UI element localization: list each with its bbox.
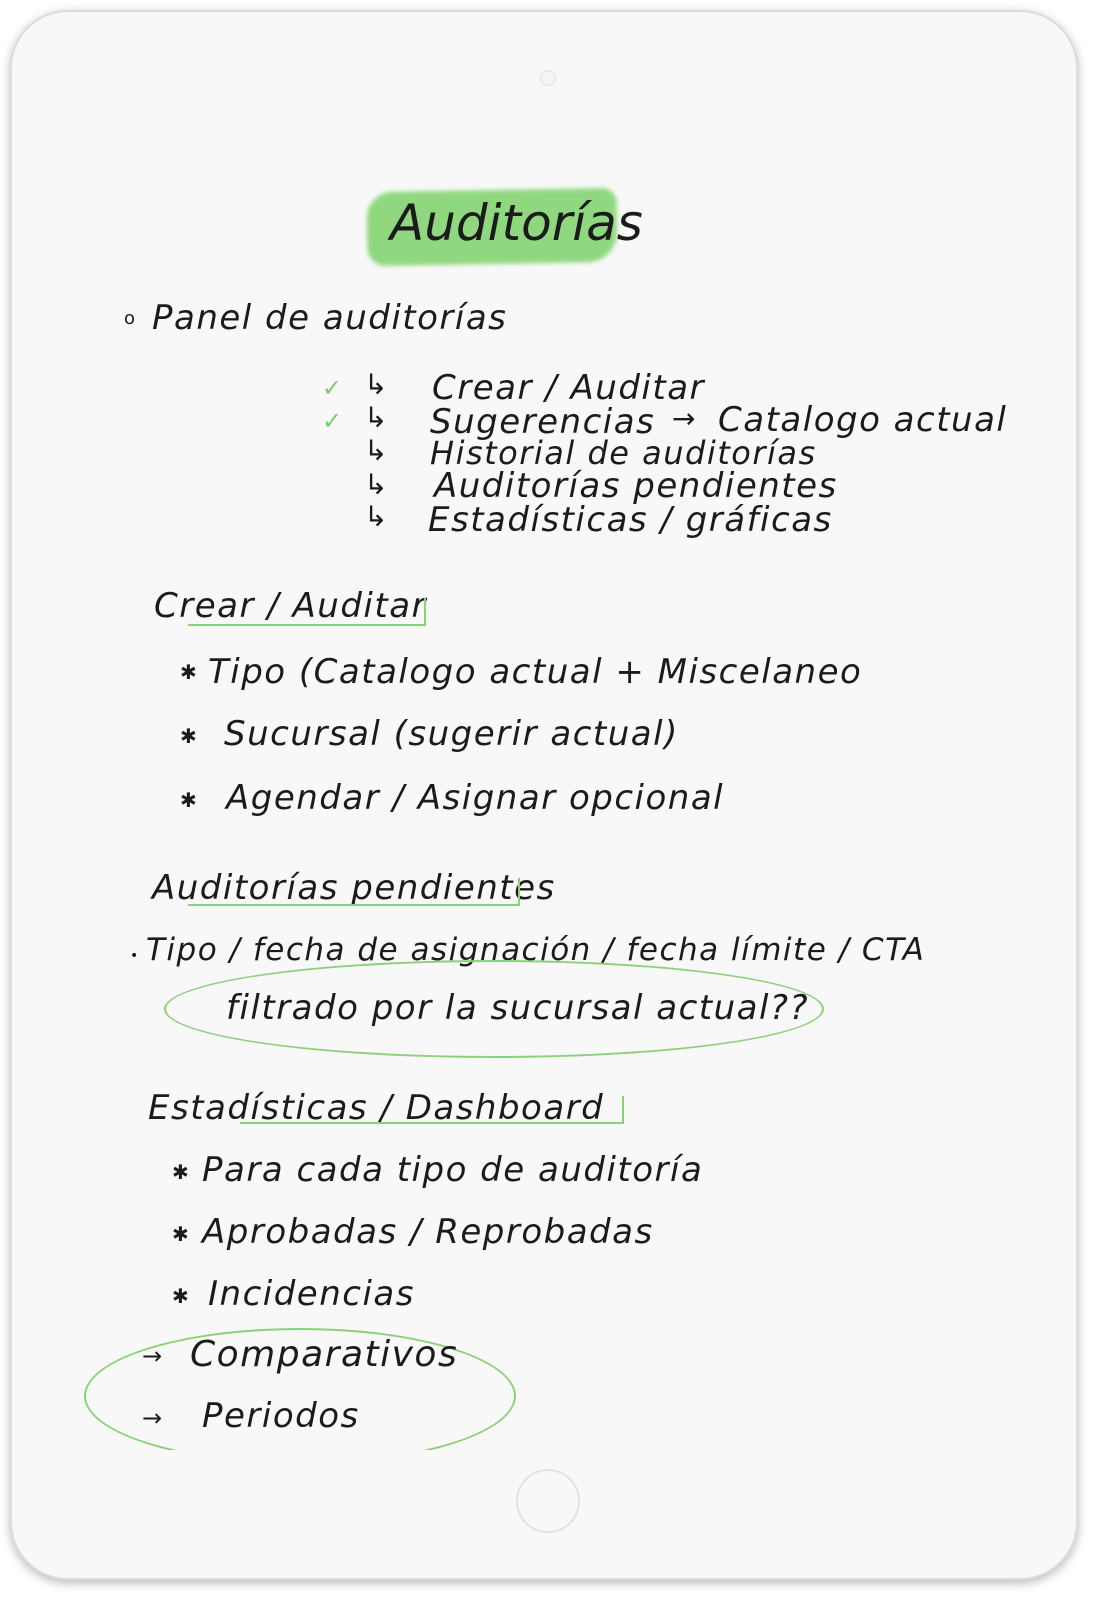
stats-item: Para cada tipo de auditoría — [202, 1150, 704, 1190]
page-title: Auditorías — [390, 194, 643, 252]
create-item: Sucursal (sugerir actual) — [224, 714, 679, 754]
star-bullet-icon: ✱ — [180, 724, 197, 748]
panel-item-label: Auditorías pendientes — [434, 466, 838, 506]
panel-item-label: Crear / Auditar — [432, 368, 706, 408]
panel-item-label: Estadísticas / gráficas — [428, 500, 833, 540]
create-item: Tipo (Catalogo actual + Miscelaneo — [208, 652, 863, 692]
heading-underline — [188, 878, 520, 906]
heading-underline — [188, 598, 426, 626]
check-icon: ✓ — [322, 407, 343, 435]
tablet-frame — [10, 10, 1078, 1580]
arrow-icon: ↳ — [364, 368, 388, 401]
stats-heading: Estadísticas / Dashboard — [148, 1088, 605, 1128]
panel-heading: Panel de auditorías — [152, 298, 508, 338]
check-icon: ✓ — [322, 374, 343, 402]
arrow-right-icon: → — [142, 1404, 163, 1432]
arrow-right-icon: → — [672, 402, 696, 435]
stats-circled-item: Periodos — [202, 1396, 360, 1436]
arrow-right-icon: → — [142, 1342, 163, 1370]
arrow-icon: ↳ — [364, 468, 388, 501]
panel-item-note: Catalogo actual — [718, 400, 1008, 440]
pending-heading: Auditorías pendientes — [152, 868, 556, 908]
circled-note: filtrado por la sucursal actual?? — [226, 988, 810, 1028]
stats-item: Incidencias — [208, 1274, 415, 1314]
pending-line: Tipo / fecha de asignación / fecha límite / CTA — [146, 932, 926, 968]
arrow-icon: ↳ — [364, 401, 388, 434]
bullet-icon: • — [130, 948, 139, 964]
arrow-icon: ↳ — [364, 434, 388, 467]
star-bullet-icon: ✱ — [172, 1160, 189, 1184]
stats-item: Aprobadas / Reprobadas — [202, 1212, 654, 1252]
create-item: Agendar / Asignar opcional — [226, 778, 725, 818]
home-button[interactable] — [516, 1469, 580, 1533]
stats-circled-item: Comparativos — [190, 1334, 459, 1375]
star-bullet-icon: ✱ — [180, 788, 197, 812]
note-page — [12, 12, 1080, 1582]
star-bullet-icon: ✱ — [180, 660, 197, 684]
heading-underline — [240, 1096, 624, 1124]
bullet-icon: o — [124, 308, 136, 329]
panel-item-label: Sugerencias — [430, 402, 656, 442]
create-heading: Crear / Auditar — [154, 586, 428, 626]
star-bullet-icon: ✱ — [172, 1284, 189, 1308]
panel-item-label: Historial de auditorías — [430, 434, 817, 472]
star-bullet-icon: ✱ — [172, 1222, 189, 1246]
arrow-icon: ↳ — [364, 500, 388, 533]
